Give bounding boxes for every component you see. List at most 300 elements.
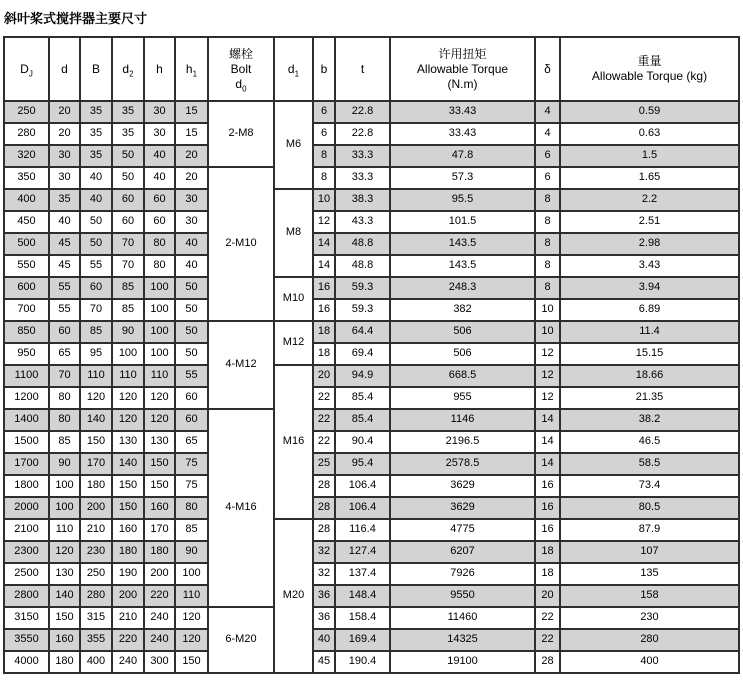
cell-bolt-group: 6-M20 — [208, 607, 274, 673]
cell-dj: 2100 — [4, 519, 49, 541]
cell-d2: 90 — [112, 321, 144, 343]
cell-d2: 100 — [112, 343, 144, 365]
cell-d2: 35 — [112, 101, 144, 123]
cell-h: 110 — [144, 365, 175, 387]
cell-h: 120 — [144, 387, 175, 409]
cell-h: 80 — [144, 255, 175, 277]
cell-b: 14 — [313, 255, 335, 277]
cell-h1: 50 — [175, 299, 208, 321]
cell-h1: 80 — [175, 497, 208, 519]
cell-b: 28 — [313, 519, 335, 541]
cell-h1: 65 — [175, 431, 208, 453]
cell-B: 210 — [80, 519, 112, 541]
cell-h1: 75 — [175, 475, 208, 497]
cell-torque: 668.5 — [390, 365, 535, 387]
cell-delta: 28 — [535, 651, 560, 673]
cell-b: 22 — [313, 409, 335, 431]
cell-h1: 85 — [175, 519, 208, 541]
cell-b: 28 — [313, 475, 335, 497]
cell-dj: 1800 — [4, 475, 49, 497]
cell-weight: 1.5 — [560, 145, 739, 167]
cell-delta: 4 — [535, 101, 560, 123]
cell-dj: 250 — [4, 101, 49, 123]
cell-bolt-group: 4-M16 — [208, 409, 274, 607]
table-row — [4, 541, 739, 563]
cell-dj: 1400 — [4, 409, 49, 431]
table-row — [4, 321, 739, 343]
cell-b: 25 — [313, 453, 335, 475]
cell-t: 85.4 — [335, 409, 390, 431]
cell-delta: 16 — [535, 497, 560, 519]
cell-t: 38.3 — [335, 189, 390, 211]
cell-weight: 280 — [560, 629, 739, 651]
cell-h: 100 — [144, 299, 175, 321]
cell-d: 55 — [49, 299, 80, 321]
cell-d2: 200 — [112, 585, 144, 607]
cell-delta: 8 — [535, 211, 560, 233]
cell-h1: 150 — [175, 651, 208, 673]
cell-h: 200 — [144, 563, 175, 585]
table-row — [4, 233, 739, 255]
cell-B: 95 — [80, 343, 112, 365]
table-row — [4, 651, 739, 673]
cell-torque: 57.3 — [390, 167, 535, 189]
cell-torque: 6207 — [390, 541, 535, 563]
cell-dj: 1100 — [4, 365, 49, 387]
cell-d2: 50 — [112, 167, 144, 189]
cell-B: 140 — [80, 409, 112, 431]
cell-h1: 50 — [175, 321, 208, 343]
cell-d2: 220 — [112, 629, 144, 651]
col-header-B: B — [80, 37, 112, 101]
cell-h: 30 — [144, 101, 175, 123]
table-row — [4, 629, 739, 651]
cell-dj: 950 — [4, 343, 49, 365]
cell-h: 300 — [144, 651, 175, 673]
cell-h: 170 — [144, 519, 175, 541]
cell-dj: 1500 — [4, 431, 49, 453]
cell-weight: 87.9 — [560, 519, 739, 541]
table-row — [4, 585, 739, 607]
cell-b: 36 — [313, 607, 335, 629]
cell-b: 8 — [313, 145, 335, 167]
cell-d2: 160 — [112, 519, 144, 541]
cell-torque: 101.5 — [390, 211, 535, 233]
table-row — [4, 475, 739, 497]
cell-d: 20 — [49, 101, 80, 123]
table-row — [4, 343, 739, 365]
cell-torque: 14325 — [390, 629, 535, 651]
cell-d2: 120 — [112, 409, 144, 431]
cell-delta: 18 — [535, 541, 560, 563]
cell-d1-group: M12 — [274, 321, 313, 365]
cell-b: 18 — [313, 343, 335, 365]
cell-dj: 2800 — [4, 585, 49, 607]
cell-d2: 150 — [112, 475, 144, 497]
cell-t: 94.9 — [335, 365, 390, 387]
cell-torque: 506 — [390, 343, 535, 365]
cell-b: 12 — [313, 211, 335, 233]
cell-d2: 85 — [112, 277, 144, 299]
cell-delta: 22 — [535, 629, 560, 651]
cell-t: 22.8 — [335, 123, 390, 145]
cell-torque: 19100 — [390, 651, 535, 673]
cell-torque: 143.5 — [390, 233, 535, 255]
table-row — [4, 145, 739, 167]
cell-d: 20 — [49, 123, 80, 145]
cell-h1: 60 — [175, 387, 208, 409]
cell-delta: 8 — [535, 255, 560, 277]
cell-dj: 4000 — [4, 651, 49, 673]
cell-d: 160 — [49, 629, 80, 651]
cell-d2: 85 — [112, 299, 144, 321]
cell-B: 150 — [80, 431, 112, 453]
cell-t: 64.4 — [335, 321, 390, 343]
cell-B: 35 — [80, 123, 112, 145]
cell-b: 28 — [313, 497, 335, 519]
cell-b: 6 — [313, 123, 335, 145]
table-row — [4, 365, 739, 387]
table-row — [4, 409, 739, 431]
cell-dj: 500 — [4, 233, 49, 255]
cell-b: 22 — [313, 431, 335, 453]
cell-h1: 50 — [175, 343, 208, 365]
cell-h1: 30 — [175, 189, 208, 211]
cell-d2: 70 — [112, 233, 144, 255]
cell-delta: 14 — [535, 453, 560, 475]
col-header-t: t — [335, 37, 390, 101]
cell-weight: 21.35 — [560, 387, 739, 409]
cell-weight: 1.65 — [560, 167, 739, 189]
cell-weight: 3.43 — [560, 255, 739, 277]
cell-dj: 600 — [4, 277, 49, 299]
cell-delta: 22 — [535, 607, 560, 629]
cell-d1-group: M10 — [274, 277, 313, 321]
cell-d: 30 — [49, 167, 80, 189]
col-header-weight: 重量 Allowable Torque (kg) — [560, 37, 739, 101]
cell-b: 36 — [313, 585, 335, 607]
table-row — [4, 563, 739, 585]
col-header-d: d — [49, 37, 80, 101]
cell-d: 100 — [49, 497, 80, 519]
cell-torque: 4775 — [390, 519, 535, 541]
cell-delta: 10 — [535, 299, 560, 321]
cell-torque: 3629 — [390, 497, 535, 519]
cell-d2: 120 — [112, 387, 144, 409]
cell-b: 16 — [313, 277, 335, 299]
cell-h1: 120 — [175, 607, 208, 629]
table-body — [4, 101, 739, 673]
cell-B: 110 — [80, 365, 112, 387]
table-row — [4, 167, 739, 189]
table-row — [4, 497, 739, 519]
cell-t: 90.4 — [335, 431, 390, 453]
cell-dj: 2300 — [4, 541, 49, 563]
cell-torque: 9550 — [390, 585, 535, 607]
cell-d2: 190 — [112, 563, 144, 585]
table-row — [4, 255, 739, 277]
cell-B: 50 — [80, 233, 112, 255]
cell-delta: 18 — [535, 563, 560, 585]
cell-h: 80 — [144, 233, 175, 255]
cell-weight: 0.59 — [560, 101, 739, 123]
cell-torque: 2196.5 — [390, 431, 535, 453]
cell-d: 35 — [49, 189, 80, 211]
cell-weight: 2.2 — [560, 189, 739, 211]
cell-delta: 16 — [535, 475, 560, 497]
cell-h1: 60 — [175, 409, 208, 431]
cell-d: 40 — [49, 211, 80, 233]
cell-torque: 47.8 — [390, 145, 535, 167]
cell-d2: 210 — [112, 607, 144, 629]
cell-dj: 320 — [4, 145, 49, 167]
cell-h: 180 — [144, 541, 175, 563]
cell-t: 116.4 — [335, 519, 390, 541]
cell-weight: 2.51 — [560, 211, 739, 233]
cell-weight: 400 — [560, 651, 739, 673]
cell-torque: 506 — [390, 321, 535, 343]
cell-dj: 850 — [4, 321, 49, 343]
cell-d: 45 — [49, 255, 80, 277]
cell-weight: 2.98 — [560, 233, 739, 255]
cell-dj: 350 — [4, 167, 49, 189]
cell-h: 100 — [144, 343, 175, 365]
cell-B: 60 — [80, 277, 112, 299]
cell-weight: 3.94 — [560, 277, 739, 299]
cell-weight: 135 — [560, 563, 739, 585]
cell-t: 137.4 — [335, 563, 390, 585]
cell-delta: 8 — [535, 277, 560, 299]
table-row — [4, 431, 739, 453]
cell-t: 33.3 — [335, 167, 390, 189]
cell-torque: 33.43 — [390, 101, 535, 123]
cell-dj: 550 — [4, 255, 49, 277]
cell-dj: 3550 — [4, 629, 49, 651]
cell-torque: 33.43 — [390, 123, 535, 145]
cell-d: 70 — [49, 365, 80, 387]
cell-d2: 60 — [112, 189, 144, 211]
cell-d1-group: M8 — [274, 189, 313, 277]
cell-B: 200 — [80, 497, 112, 519]
cell-torque: 248.3 — [390, 277, 535, 299]
cell-d: 130 — [49, 563, 80, 585]
agitator-dimensions-table — [3, 36, 740, 674]
cell-delta: 12 — [535, 387, 560, 409]
cell-delta: 6 — [535, 145, 560, 167]
cell-t: 33.3 — [335, 145, 390, 167]
cell-bolt-group: 4-M12 — [208, 321, 274, 409]
cell-weight: 58.5 — [560, 453, 739, 475]
cell-h: 120 — [144, 409, 175, 431]
cell-dj: 2500 — [4, 563, 49, 585]
col-header-h: h — [144, 37, 175, 101]
cell-delta: 4 — [535, 123, 560, 145]
col-header-d2: $d_2$ — [112, 37, 144, 101]
col-header-d1: $d_1$ — [274, 37, 313, 101]
cell-d: 120 — [49, 541, 80, 563]
cell-delta: 20 — [535, 585, 560, 607]
cell-torque: 382 — [390, 299, 535, 321]
cell-h: 130 — [144, 431, 175, 453]
cell-h1: 15 — [175, 123, 208, 145]
cell-d: 110 — [49, 519, 80, 541]
cell-B: 170 — [80, 453, 112, 475]
cell-d2: 110 — [112, 365, 144, 387]
table-row — [4, 277, 739, 299]
cell-weight: 15.15 — [560, 343, 739, 365]
cell-weight: 11.4 — [560, 321, 739, 343]
cell-t: 85.4 — [335, 387, 390, 409]
cell-delta: 8 — [535, 233, 560, 255]
cell-t: 48.8 — [335, 233, 390, 255]
col-header-h1: $h_1$ — [175, 37, 208, 101]
cell-torque: 3629 — [390, 475, 535, 497]
cell-d2: 50 — [112, 145, 144, 167]
cell-b: 45 — [313, 651, 335, 673]
cell-h1: 110 — [175, 585, 208, 607]
cell-dj: 1700 — [4, 453, 49, 475]
cell-d: 85 — [49, 431, 80, 453]
cell-t: 148.4 — [335, 585, 390, 607]
cell-delta: 14 — [535, 409, 560, 431]
cell-dj: 3150 — [4, 607, 49, 629]
cell-h1: 30 — [175, 211, 208, 233]
cell-B: 55 — [80, 255, 112, 277]
cell-weight: 38.2 — [560, 409, 739, 431]
table-header — [4, 37, 739, 101]
cell-d2: 140 — [112, 453, 144, 475]
cell-B: 355 — [80, 629, 112, 651]
cell-d2: 180 — [112, 541, 144, 563]
cell-d: 150 — [49, 607, 80, 629]
cell-h1: 40 — [175, 233, 208, 255]
cell-delta: 6 — [535, 167, 560, 189]
cell-d1-group: M6 — [274, 101, 313, 189]
cell-b: 10 — [313, 189, 335, 211]
cell-h1: 75 — [175, 453, 208, 475]
cell-B: 400 — [80, 651, 112, 673]
cell-B: 50 — [80, 211, 112, 233]
cell-d1-group: M16 — [274, 365, 313, 519]
cell-h: 240 — [144, 607, 175, 629]
cell-bolt-group: 2-M8 — [208, 101, 274, 167]
cell-weight: 230 — [560, 607, 739, 629]
cell-dj: 1200 — [4, 387, 49, 409]
cell-dj: 400 — [4, 189, 49, 211]
col-header-b: b — [313, 37, 335, 101]
cell-weight: 6.89 — [560, 299, 739, 321]
cell-b: 20 — [313, 365, 335, 387]
cell-h1: 15 — [175, 101, 208, 123]
cell-b: 32 — [313, 563, 335, 585]
cell-delta: 14 — [535, 431, 560, 453]
cell-t: 43.3 — [335, 211, 390, 233]
cell-d2: 35 — [112, 123, 144, 145]
cell-t: 158.4 — [335, 607, 390, 629]
cell-b: 22 — [313, 387, 335, 409]
cell-h: 240 — [144, 629, 175, 651]
cell-torque: 955 — [390, 387, 535, 409]
cell-weight: 73.4 — [560, 475, 739, 497]
table-row — [4, 211, 739, 233]
cell-h: 100 — [144, 277, 175, 299]
table-row — [4, 453, 739, 475]
cell-b: 18 — [313, 321, 335, 343]
cell-delta: 16 — [535, 519, 560, 541]
cell-t: 106.4 — [335, 475, 390, 497]
cell-h1: 100 — [175, 563, 208, 585]
cell-weight: 18.66 — [560, 365, 739, 387]
cell-B: 85 — [80, 321, 112, 343]
cell-weight: 158 — [560, 585, 739, 607]
cell-h1: 20 — [175, 167, 208, 189]
cell-weight: 80.5 — [560, 497, 739, 519]
cell-b: 40 — [313, 629, 335, 651]
cell-t: 95.4 — [335, 453, 390, 475]
cell-B: 280 — [80, 585, 112, 607]
table-row — [4, 123, 739, 145]
cell-dj: 450 — [4, 211, 49, 233]
cell-delta: 8 — [535, 189, 560, 211]
cell-dj: 700 — [4, 299, 49, 321]
col-header-delta: δ — [535, 37, 560, 101]
cell-d: 60 — [49, 321, 80, 343]
cell-d: 90 — [49, 453, 80, 475]
cell-d: 45 — [49, 233, 80, 255]
cell-t: 59.3 — [335, 277, 390, 299]
cell-d2: 70 — [112, 255, 144, 277]
cell-d: 80 — [49, 409, 80, 431]
cell-B: 35 — [80, 145, 112, 167]
cell-B: 315 — [80, 607, 112, 629]
cell-h: 60 — [144, 211, 175, 233]
cell-B: 40 — [80, 167, 112, 189]
cell-dj: 280 — [4, 123, 49, 145]
cell-d2: 60 — [112, 211, 144, 233]
cell-B: 230 — [80, 541, 112, 563]
cell-d: 30 — [49, 145, 80, 167]
cell-b: 16 — [313, 299, 335, 321]
cell-h1: 90 — [175, 541, 208, 563]
cell-t: 169.4 — [335, 629, 390, 651]
cell-b: 14 — [313, 233, 335, 255]
cell-h: 40 — [144, 145, 175, 167]
table-row — [4, 387, 739, 409]
cell-h1: 55 — [175, 365, 208, 387]
cell-B: 120 — [80, 387, 112, 409]
cell-bolt-group: 2-M10 — [208, 167, 274, 321]
cell-d: 65 — [49, 343, 80, 365]
page-title: 斜叶桨式搅拌器主要尺寸 — [4, 11, 148, 26]
cell-h: 40 — [144, 167, 175, 189]
cell-torque: 11460 — [390, 607, 535, 629]
cell-torque: 143.5 — [390, 255, 535, 277]
cell-delta: 12 — [535, 365, 560, 387]
cell-torque: 95.5 — [390, 189, 535, 211]
cell-t: 190.4 — [335, 651, 390, 673]
cell-t: 69.4 — [335, 343, 390, 365]
cell-h: 150 — [144, 453, 175, 475]
table-row — [4, 519, 739, 541]
cell-t: 106.4 — [335, 497, 390, 519]
cell-d: 180 — [49, 651, 80, 673]
cell-d: 140 — [49, 585, 80, 607]
col-header-dj: $D_J$ — [4, 37, 49, 101]
cell-d: 80 — [49, 387, 80, 409]
cell-d1-group: M20 — [274, 519, 313, 673]
table-row — [4, 101, 739, 123]
cell-h: 220 — [144, 585, 175, 607]
